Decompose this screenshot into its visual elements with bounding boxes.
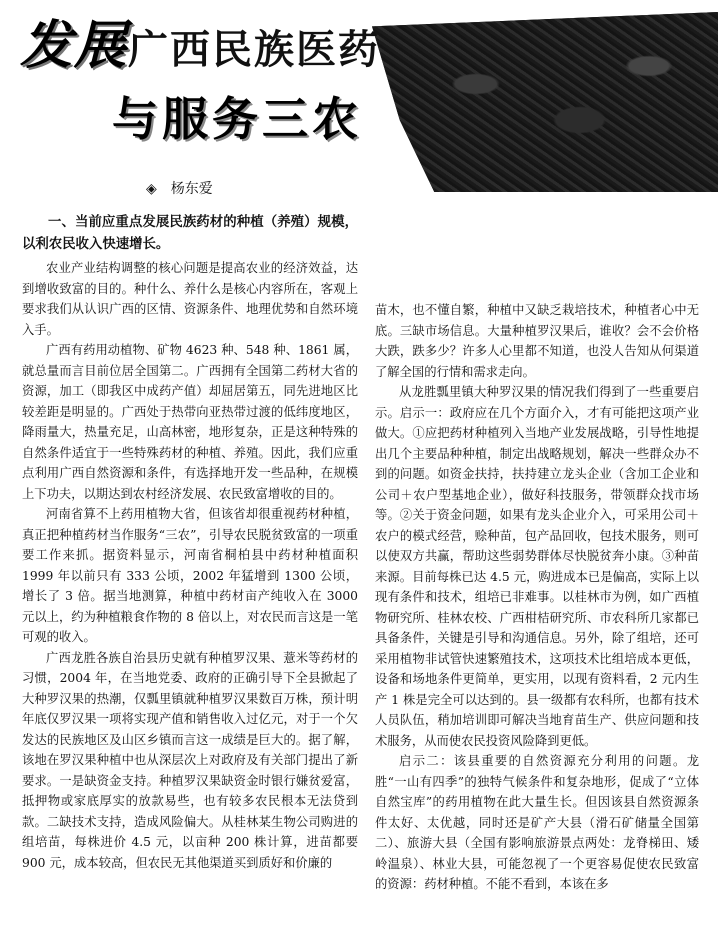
paragraph: 从龙胜瓢里镇大种罗汉果的情况我们得到了一些重要启示。启示一：政府应在几个方面介入，才有可能把这项产业做大。①应把药材种植列入当地产业发展战略，引导性地提出几个主要品种种植，制定出战略规划，解决一些群众办不到的问题。如资金扶持，扶持建立龙头企业（含加工企业和公司＋农户型基地企业），做好科技服务，带领群众找市场等。②关于资金问题，如果有龙头企业介入，可采用公司＋农户的模式经营，赊种苗，包产品回收，包技术服务，则可以使双方共赢，帮助这些弱势群体尽快脱贫奔小康。③种苗来源。目前每株已达 4.5 元，购进成本已是偏高，实际上以现有条件和技术，组培已非难事。以桂林市为例，如广西植物研究所、桂林农校、广西柑桔研究所、市农科所几家都已具备条件，关键是引导和沟通信息。另外，除了组培，还可采用植物非试管快速繁殖技术，这项技术比组培成本更低，设备和场地条件更简单，更实用，以现有资料看，2 元内生产 1 株是完全可以达到的。县一级都有农科所，也都有技术人员队伍，稍加培训即可解决当地育苗生产、供应问题和技术服务，从而使农民投资风险降到更低。 <box>375 385 699 748</box>
author-name: 杨东爱 <box>170 181 213 197</box>
left-column <box>22 212 358 873</box>
diamond-icon: ◈ <box>146 181 157 197</box>
page-subtitle: 与服务三农 <box>112 92 362 146</box>
right-column <box>375 300 699 895</box>
title-main: 广西民族医药 <box>128 27 381 73</box>
paragraph: 启示二：该县重要的自然资源充分利用的问题。龙胜“一山有四季”的独特气候条件和复杂地形，促成了“立体自然宝库”的药用植物在此大量生长。但因该县自然资源条件太好、太优越，同时还是矿产大县（滑石矿储量全国第二）、旅游大县（全国有影响旅游景点两处：龙脊梯田、矮岭温泉）、林业大县，可能忽视了一个更容易促使农民致富的资源：药材种植。不能不看到，本该在多 <box>375 754 699 891</box>
page-title <box>20 16 381 76</box>
author-line <box>146 178 213 198</box>
paragraph: 广西有药用动植物、矿物 4623 种、548 种、1861 属，就总量而言目前位居全国第二。广西拥有全国第二药材大省的资源，加工（即我区中成药产值）却屈居第五，同先进地区比较差距是明显的。广西处于热带向亚热带过渡的低纬度地区，降雨量大，热量充足，山高林密，地形复杂，正是这种特殊的自然条件适宜于一些特殊药材的种植、养殖。因此，我们应重点利用广西自然资源和条件，有选择地开发一些品种，在规模上下功夫，以期达到农村经济发展、农民致富增收的目的。 <box>22 343 358 501</box>
paragraph: 广西龙胜各族自治县历史就有种植罗汉果、薏米等药材的习惯，2004 年，在当地党委、政府的正确引导下全县掀起了大种罗汉果的热潮，仅瓢里镇就种植罗汉果数百万株，预计明年底仅罗汉果一项将实现产值和销售收入过亿元，对于一个欠发达的民族地区及山区乡镇而言这一成绩是巨大的。据了解，该地在罗汉果种植中也从深层次上对政府及有关部门提出了新要求。一是缺资金支持。种植罗汉果缺资金时银行嫌贫爱富，抵押物或家底厚实的放款易些，也有较多农民根本无法贷到款。二缺技术支持，造成风险偏大。从桂林某生物公司购进的组培苗，每株进价 4.5 元，以亩种 200 株计算，进苗都要 900 元，成本较高，但农民无其他渠道买到质好和价廉的 <box>22 650 358 870</box>
paragraph: 农业产业结构调整的核心问题是提高农业的经济效益，达到增收致富的目的。种什么、养什么是核心内容所在，客观上要求我们从认识广西的区情、资源条件、地理优势和自然环境入手。 <box>22 261 358 337</box>
header-photo <box>372 12 718 192</box>
paragraph: 河南省算不上药用植物大省，但该省却很重视药材种植，真正把种植药材当作服务“三农”，引导农民脱贫致富的一项重要工作来抓。据资料显示，河南省桐柏县中药材种植面积 1999 年以前只有 333 公顷，2002 年猛增到 1300 公顷，增长了 3 倍。据当地测算，种植中药材亩产纯收入在 3000 元以上，约为种植粮食作物的 8 倍以上，对农民而言这是一笔可观的收入。 <box>22 507 358 644</box>
paragraph: 苗木，也不懂自繁，种植中又缺乏栽培技术，种植者心中无底。三缺市场信息。大量种植罗汉果后，谁收？会不会价格大跌，跌多少？许多人心里都不知道，也没人告知从何渠道了解全国的行情和需求走向。 <box>375 303 699 379</box>
title-emphasis: 发展 <box>20 16 129 76</box>
section-heading: 一、当前应重点发展民族药材的种植（养殖）规模，以利农民收入快速增长。 <box>22 215 358 252</box>
